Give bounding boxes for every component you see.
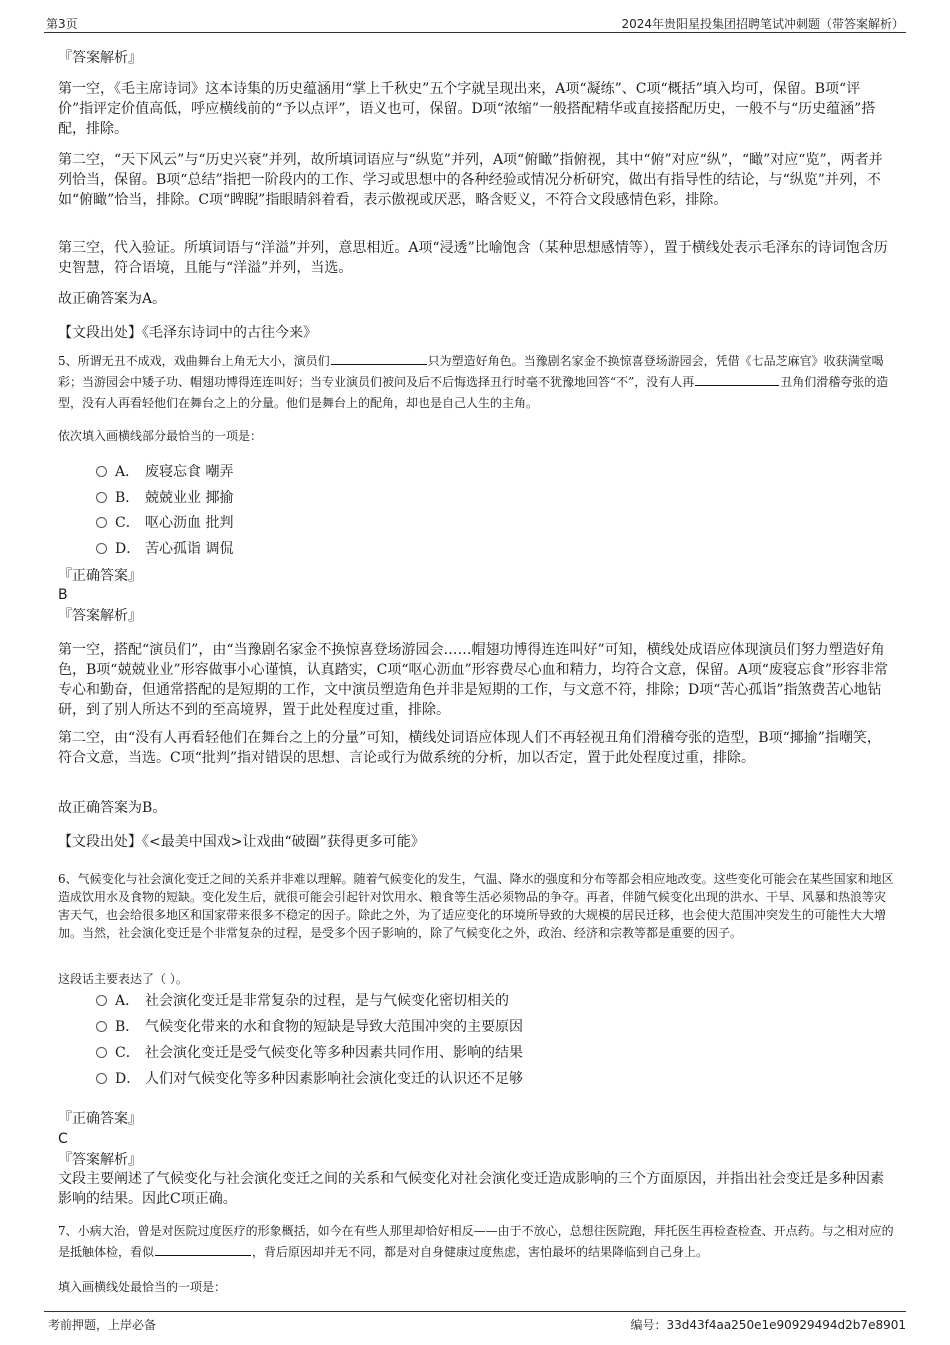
q6-answer-label: 『正确答案』 [58,1111,142,1127]
page-footer [44,1311,906,1334]
q5-blank-2 [695,373,779,386]
radio-icon[interactable] [96,492,107,503]
document-code: 编号：33d43f4aa250e1e90929494d2b7e8901 [630,1318,906,1332]
radio-icon[interactable] [96,1021,107,1032]
footer-slogan: 考前押题，上岸必备 [48,1318,157,1332]
q5-option-d[interactable]: D． 苦心孤诣 调侃 [96,539,856,559]
q5-stem-c: 丑角们滑稽夸张的造型，没有人再看轻他们在舞台之上的分量。他们是舞台上的配角，却也是自己人生的主角。 [58,375,889,410]
q4-conclusion: 故正确答案为A。 [58,291,167,307]
page-header [44,12,906,33]
q7-stem-a: 7、小病大治，曾是对医院过度医疗的形象概括，如今在有些人那里却恰好相反——由于不放心，总想往医院跑，拜托医生再检查检查、开点药。与之相对应的是抵触体检，看似 [58,1224,894,1259]
q5-analysis-p1: 第一空，搭配“演员们”，由“当豫剧名家金不换惊喜登场游园会……帽翅功博得连连叫好”可知，横线处成语应体现演员们努力塑造好角色，B项“兢兢业业”形容做事小心谨慎，认真踏实，C项“呕心沥血”形容费尽心血和精力，均符合文意，保留。A项“废寝忘食”形容非常专心和勤奋，但通常搭配的是短期的工作，文中演员塑造角色并非是短期的工作，与文意不符，排除；D项“苦心孤诣”指煞费苦心地钻研，到了别人所达不到的至高境界，置于此处程度过重，排除。 [58,642,889,718]
q4-analysis-p3: 第三空，代入验证。所填词语与“洋溢”并列，意思相近。A项“浸透”比喻饱含（某种思想感情等），置于横线处表示毛泽东的诗词饱含历史智慧，符合语境，且能与“洋溢”并列，当选。 [58,240,888,276]
q4-source: 【文段出处】《毛泽东诗词中的古往今来》 [58,325,317,341]
q6-option-a[interactable]: A． 社会演化变迁是非常复杂的过程，是与气候变化密切相关的 [96,991,856,1011]
q7-prompt: 填入画横线处最恰当的一项是： [58,1280,227,1294]
radio-icon[interactable] [96,1047,107,1058]
page-number: 第3页 [46,17,78,31]
radio-icon[interactable] [96,543,107,554]
q5-analysis-label: 『答案解析』 [58,608,142,624]
q6-analysis-label: 『答案解析』 [58,1152,142,1168]
q4-analysis-p1: 第一空，《毛主席诗词》这本诗集的历史蕴涵用“掌上千秋史”五个字就呈现出来，A项“凝练”、C项“概括”填入均可，保留。B项“评价”指评定价值高低，呼应横线前的“予以点评”，语义也可，保留。D项“浓缩”一般搭配精华或直接搭配历史，一般不与“历史蕴涵”搭配，排除。 [58,81,876,137]
q6-analysis: 文段主要阐述了气候变化与社会演化变迁之间的关系和气候变化对社会演化变迁造成影响的三个方面原因，并指出社会变迁是多种因素影响的结果。因此C项正确。 [58,1171,884,1207]
q5-answer: B [58,587,68,603]
radio-icon[interactable] [96,517,107,528]
q6-option-b[interactable]: B． 气候变化带来的水和食物的短缺是导致大范围冲突的主要原因 [96,1017,856,1037]
q4-analysis-p2: 第二空，“天下风云”与“历史兴衰”并列，故所填词语应与“纵览”并列，A项“俯瞰”指俯视，其中“俯”对应“纵”，“瞰”对应“览”，两者并列恰当，保留。B项“总结”指把一阶段内的工作、学习或思想中的各种经验或情况分析研究，做出有指导性的结论，与“纵览”并列，不如“俯瞰”恰当，排除。C项“睥睨”指眼睛斜着看，表示傲视或厌恶，略含贬义，不符合文段感情色彩，排除。 [58,152,883,208]
document-title: 2024年贵阳星投集团招聘笔试冲刺题（带答案解析） [621,17,904,31]
q4-analysis-label: 『答案解析』 [58,50,142,66]
q5-option-b[interactable]: B． 兢兢业业 揶揄 [96,488,856,508]
radio-icon[interactable] [96,466,107,477]
q6-option-c[interactable]: C． 社会演化变迁是受气候变化等多种因素共同作用、影响的结果 [96,1043,856,1063]
q5-option-c[interactable]: C． 呕心沥血 批判 [96,513,856,533]
q5-analysis-p2: 第二空，由“没有人再看轻他们在舞台之上的分量”可知，横线处词语应体现人们不再轻视丑角们滑稽夸张的造型，B项“揶揄”指嘲笑，符合文意，当选。C项“批判”指对错误的思想、言论或行为做系统的分析，加以否定，置于此处程度过重，排除。 [58,730,881,766]
q5-stem-a: 5、所谓无丑不成戏，戏曲舞台上角无大小，演员们 [58,354,330,368]
radio-icon[interactable] [96,995,107,1006]
q6-stem: 6、气候变化与社会演化变迁之间的关系并非难以理解。随着气候变化的发生，气温、降水的强度和分布等都会相应地改变。这些变化可能会在某些国家和地区造成饮用水及食物的短缺。变化发生后，就很可能会引起针对饮用水、粮食等生活必须物品的争夺。再者，伴随气候变化出现的洪水、干旱、风暴和热浪等灾害天气，也会给很多地区和国家带来很多不稳定的因子。除此之外，为了适应变化的环境所导致的大规模的居民迁移，也会使大范围冲突发生的可能性大大增加。当然，社会演化变迁是个非常复杂的过程，是受多个因子影响的，除了气候变化之外，政治、经济和宗教等都是重要的因子。 [58,872,894,940]
q5-stem-b: 只为塑造好角色。当豫剧名家金不换惊喜登场游园会，凭借《七品芝麻官》收获满堂喝彩；当游园会中矮子功、帽翅功博得连连叫好；当专业演员们被问及后不后悔选择丑行时毫不犹豫地回答“不”，没有人再 [58,354,884,389]
q5-option-a[interactable]: A． 废寝忘食 嘲弄 [96,462,856,482]
q5-conclusion: 故正确答案为B。 [58,800,167,816]
radio-icon[interactable] [96,1073,107,1084]
q5-answer-label: 『正确答案』 [58,568,142,584]
q6-option-d[interactable]: D． 人们对气候变化等多种因素影响社会演化变迁的认识还不足够 [96,1069,856,1089]
q7-blank [155,1243,251,1256]
q6-prompt: 这段话主要表达了（ ）。 [58,972,188,986]
q5-stem [58,351,894,414]
q7-stem [58,1221,894,1263]
q5-blank-1 [331,352,427,365]
q7-stem-b: ，背后原因却并无不同，都是对自身健康过度焦虑，害怕最坏的结果降临到自己身上。 [252,1245,709,1259]
q6-answer: C [58,1131,68,1147]
q5-prompt: 依次填入画横线部分最恰当的一项是： [58,429,263,443]
q5-source: 【文段出处】《<最美中国戏>让戏曲“破圈”获得更多可能》 [58,834,425,850]
